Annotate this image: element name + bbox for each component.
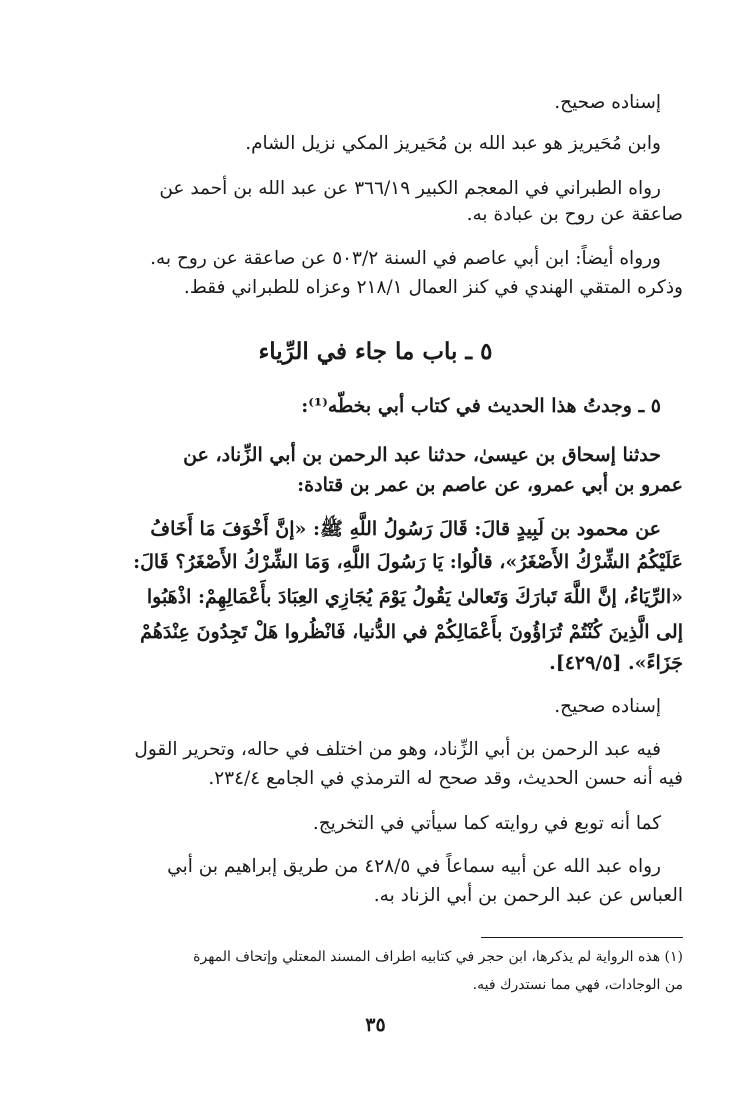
footnote-line-2: من الوجادات، فهي مما نستدرك فيه. [472,977,683,993]
isnad-chain-1: حدثنا إسحاق بن عيسىٰ، حدثنا عبد الرحمن بن أبي الزِّناد، عن [183,444,661,466]
takhrij-line-4: وذكره المتقي الهندي في كنز العمال ٢١٨/١ وعزاه للطبراني فقط. [183,277,683,298]
hadith-text-3: «الرِّيَاءُ، إنَّ اللَّهَ تَبارَكَ وَتَعالىٰ يَقُولُ يَوْمَ يُجَازِي العِبَادَ بأَعْمَالِهِمْ: اذْهَبُوا [146,586,683,608]
takhrij-line-2: صاعقة عن روح بن عبادة به. [466,204,683,225]
chapter-heading: ٥ ـ باب ما جاء في الرِّياء [258,338,493,365]
commentary-line-2: فيه أنه حسن الحديث، وقد صحح له الترمذي في الجامع ٢٣٤/٤. [208,768,683,789]
takhrij-line-1: رواه الطبراني في المعجم الكبير ٣٦٦/١٩ عن عبد الله بن أحمد عن [159,178,661,199]
hadith-intro: ٥ ـ وجدتُ هذا الحديث في كتاب أبي بخطّه⁽¹⁾: [301,395,661,417]
hadith-text-5: جَزَاءً». [٤٢٩/٥]. [549,652,683,674]
commentary-line-1: فيه عبد الرحمن بن أبي الزِّناد، وهو من اختلف في حاله، وتحرير القول [134,739,661,760]
takhrij-line-3: ورواه أيضاً: ابن أبي عاصم في السنة ٥٠٣/٢ عن صاعقة عن روح به. [150,248,661,269]
hadith-text-2: عَلَيْكُمُ الشِّرْكُ الأَصْغَرُ»، قالُوا: يَا رَسُولَ اللَّهِ، وَمَا الشِّرْكُ الأَصْغَرُ؟ قَالَ: [133,551,683,573]
commentary-line-3: كما أنه توبع في روايته كما سيأتي في التخريج. [312,813,661,834]
isnad-sahih-1: إسناده صحيح. [554,92,661,113]
commentary-line-4: رواه عبد الله عن أبيه سماعاً في ٤٢٨/٥ من طريق إبراهيم بن أبي [167,856,661,877]
hadith-text-4: إلى الَّذِينَ كُنْتُمْ تُرَاؤُونَ بأَعْمَالِكُمْ في الدُّنيا، فَانْظُروا هَلْ تَجِدُونَ عِنْدَهُمْ [140,621,683,643]
narrator-note: وابن مُحَيريز هو عبد الله بن مُحَيريز المكي نزيل الشام. [245,133,661,154]
isnad-chain-2: عمرو بن أبي عمرو، عن عاصم بن عمر بن قتادة: [297,474,683,496]
hadith-text-1: عن محمود بن لَبِيدٍ قالَ: قَالَ رَسُولُ اللَّهِ ﷺ: «إنَّ أَخْوَفَ مَا أَخَافُ [150,518,661,540]
commentary-line-5: العباس عن عبد الرحمن بن أبي الزناد به. [373,885,683,906]
footnote-divider [481,937,683,938]
page-number: ٣٥ [365,1014,386,1036]
isnad-sahih-2: إسناده صحيح. [554,696,661,717]
footnote-line-1: (١) هذه الرواية لم يذكرها، ابن حجر في كتابيه اطراف المسند المعتلي وإتحاف المهرة [193,949,683,965]
